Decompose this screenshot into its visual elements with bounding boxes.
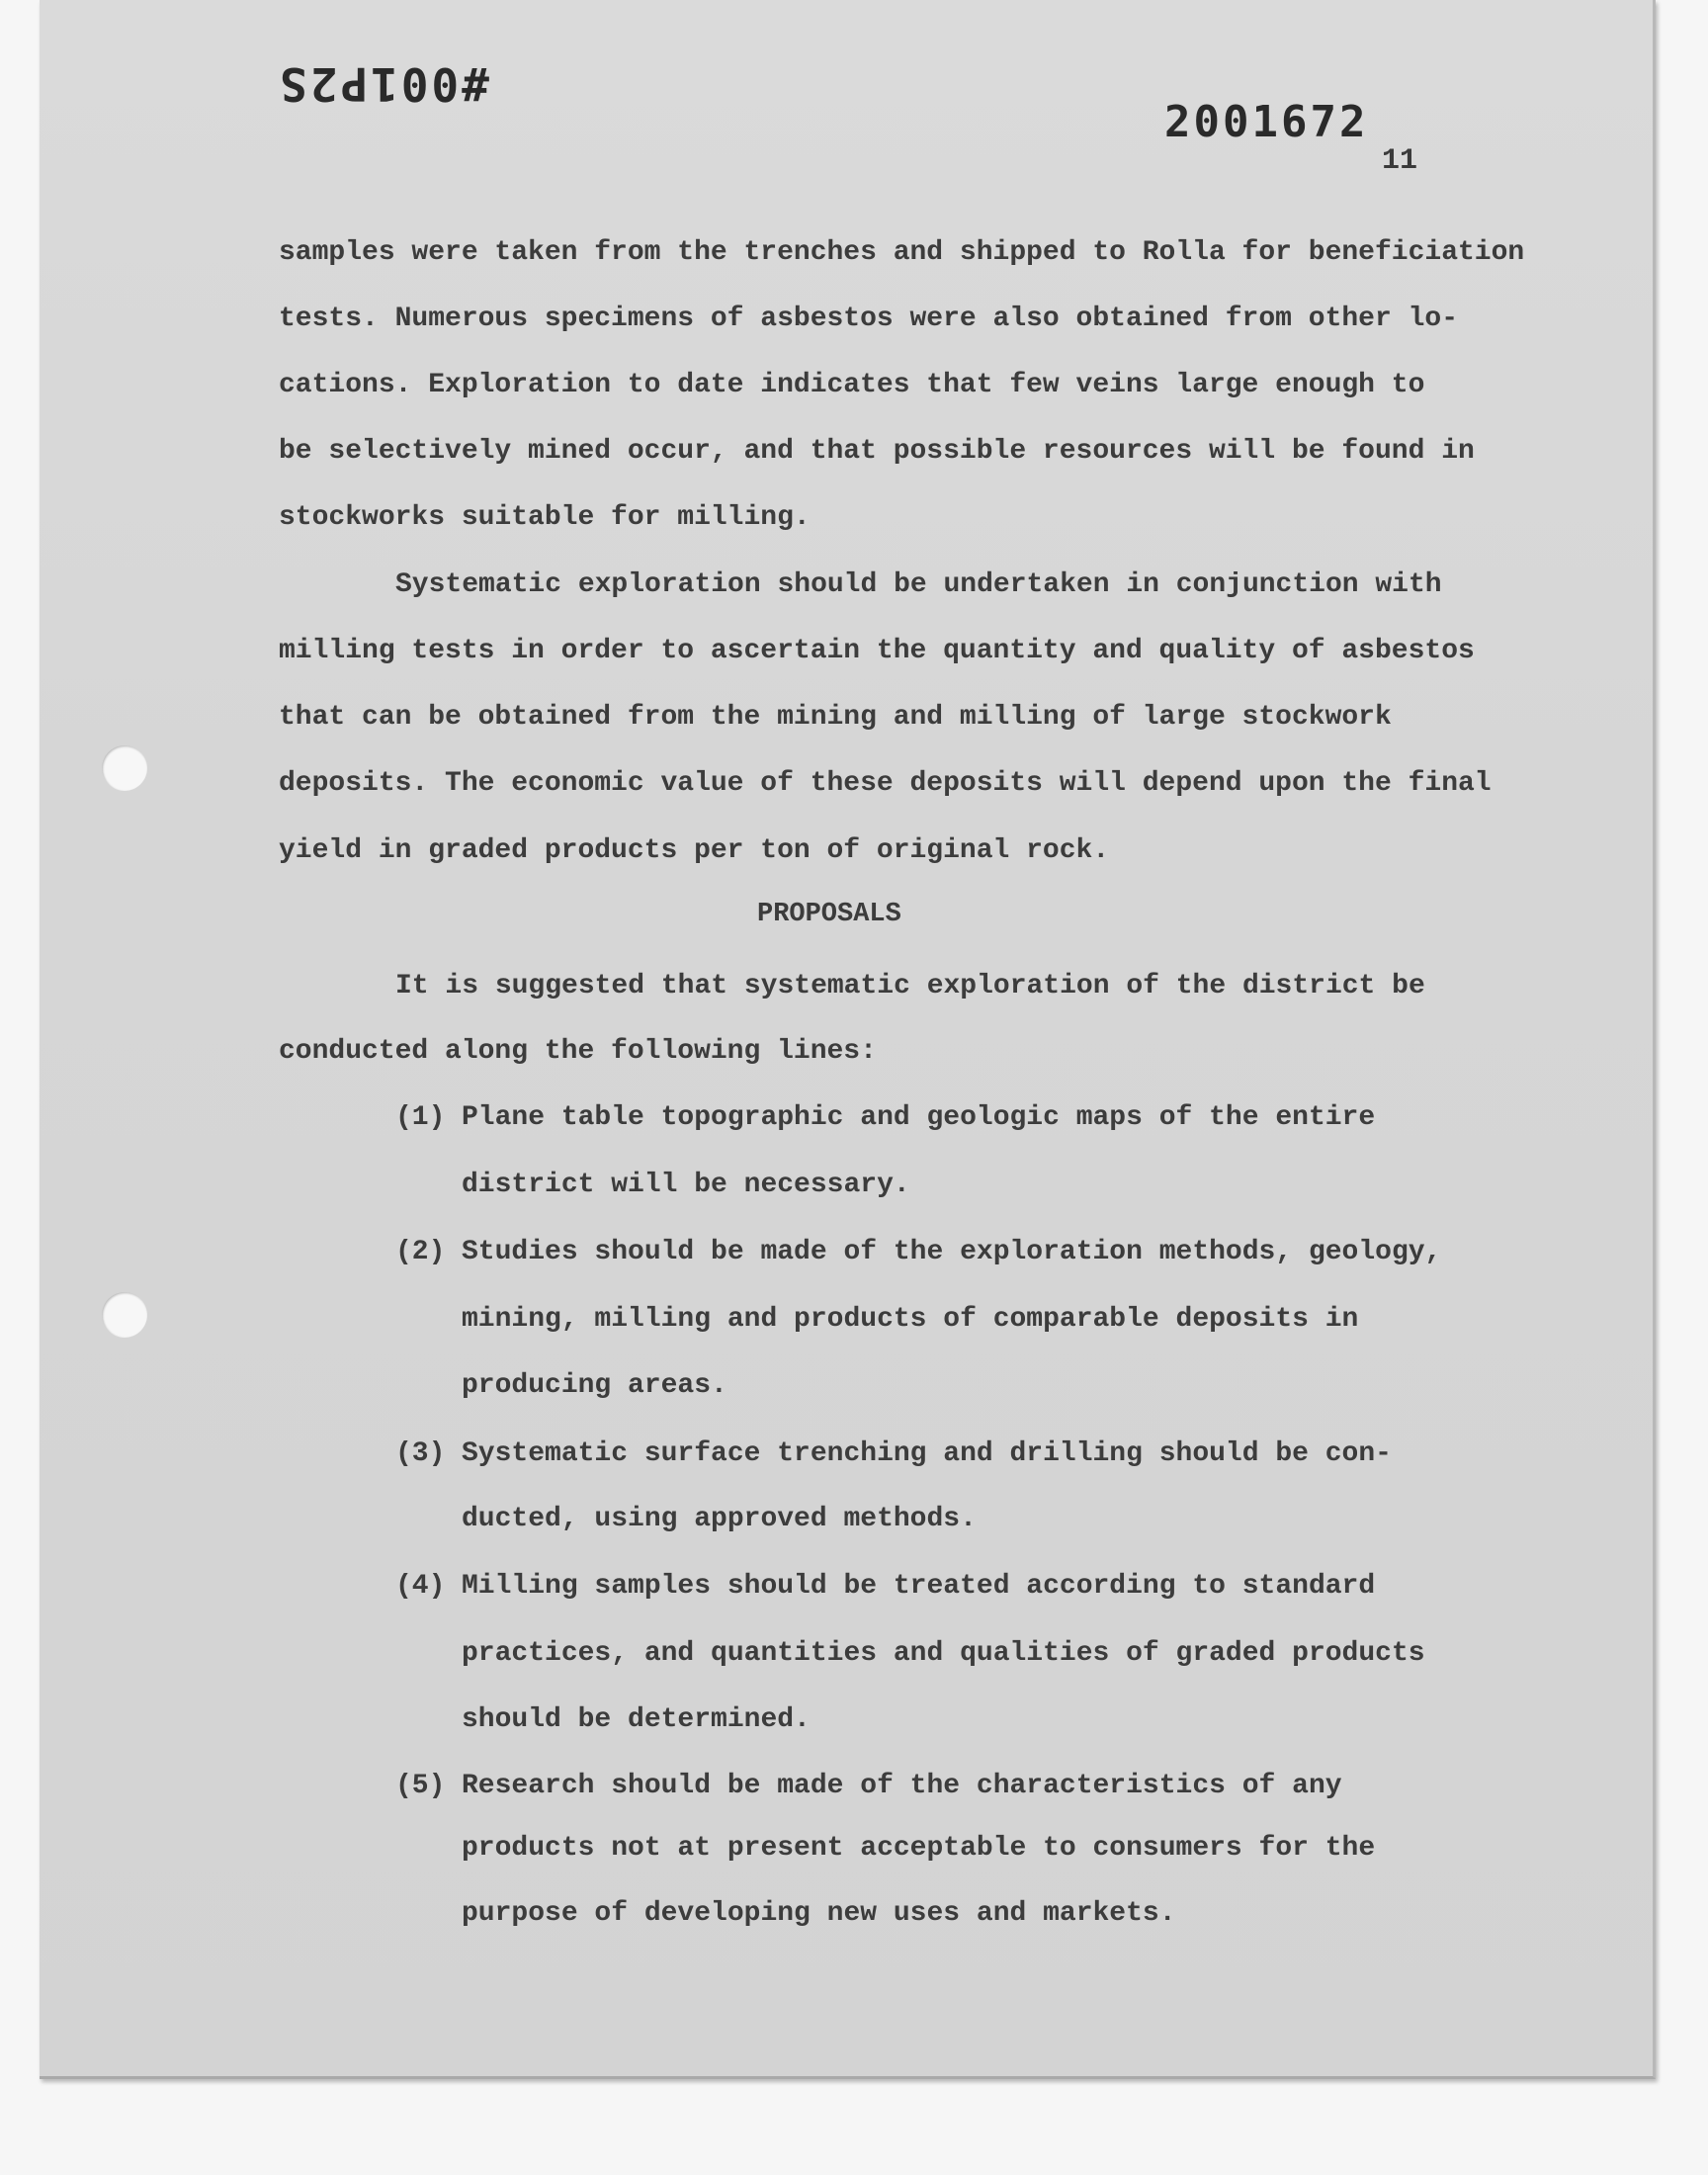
list-item-line: practices, and quantities and qualities of graded products [462, 1638, 1425, 1669]
list-item-line: Studies should be made of the exploration methods, geology, [462, 1237, 1442, 1267]
list-item-line: producing areas. [462, 1370, 727, 1401]
list-item-line: products not at present acceptable to consumers for the [462, 1833, 1376, 1864]
paragraph-line: Systematic exploration should be undertaken in conjunction with [395, 569, 1442, 600]
paragraph-line: cations. Exploration to date indicates that few veins large enough to [279, 370, 1425, 400]
page-number: 11 [1382, 144, 1418, 178]
list-item-number: (4) [395, 1571, 446, 1602]
paragraph-line: tests. Numerous specimens of asbestos were also obtained from other lo- [279, 304, 1458, 334]
paragraph-line: samples were taken from the trenches and shipped to Rolla for beneficiation [279, 237, 1525, 268]
list-item-line: purpose of developing new uses and markets. [462, 1898, 1176, 1929]
list-item-line: district will be necessary. [462, 1170, 910, 1200]
list-item-number: (3) [395, 1438, 446, 1469]
document-stamp-top-left: #001P2S [277, 57, 489, 111]
list-item-line: should be determined. [462, 1704, 811, 1735]
paragraph-line: yield in graded products per ton of original rock. [279, 835, 1110, 866]
paragraph-line: be selectively mined occur, and that possible resources will be found in [279, 436, 1475, 467]
paragraph-line: It is suggested that systematic exploration of the district be [395, 971, 1425, 1001]
paragraph-line: that can be obtained from the mining and milling of large stockwork [279, 702, 1392, 733]
paragraph-line: conducted along the following lines: [279, 1036, 877, 1067]
list-item-number: (2) [395, 1237, 446, 1267]
punch-hole-lower [102, 1292, 147, 1338]
list-item-line: Plane table topographic and geologic maps of the entire [462, 1102, 1376, 1133]
list-item-number: (1) [395, 1102, 446, 1133]
list-item-number: (5) [395, 1771, 446, 1801]
section-heading: PROPOSALS [757, 900, 901, 929]
list-item-line: ducted, using approved methods. [462, 1504, 977, 1534]
document-stamp-top-right: 2001672 [1164, 97, 1369, 147]
punch-hole-upper [102, 745, 147, 791]
list-item-line: Research should be made of the characteristics of any [462, 1771, 1342, 1801]
list-item-line: mining, milling and products of comparable deposits in [462, 1304, 1359, 1335]
list-item-line: Milling samples should be treated according to standard [462, 1571, 1376, 1602]
list-item-line: Systematic surface trenching and drilling should be con- [462, 1438, 1392, 1469]
paragraph-line: milling tests in order to ascertain the quantity and quality of asbestos [279, 636, 1475, 666]
paragraph-line: stockworks suitable for milling. [279, 502, 811, 533]
paragraph-line: deposits. The economic value of these deposits will depend upon the final [279, 768, 1492, 799]
